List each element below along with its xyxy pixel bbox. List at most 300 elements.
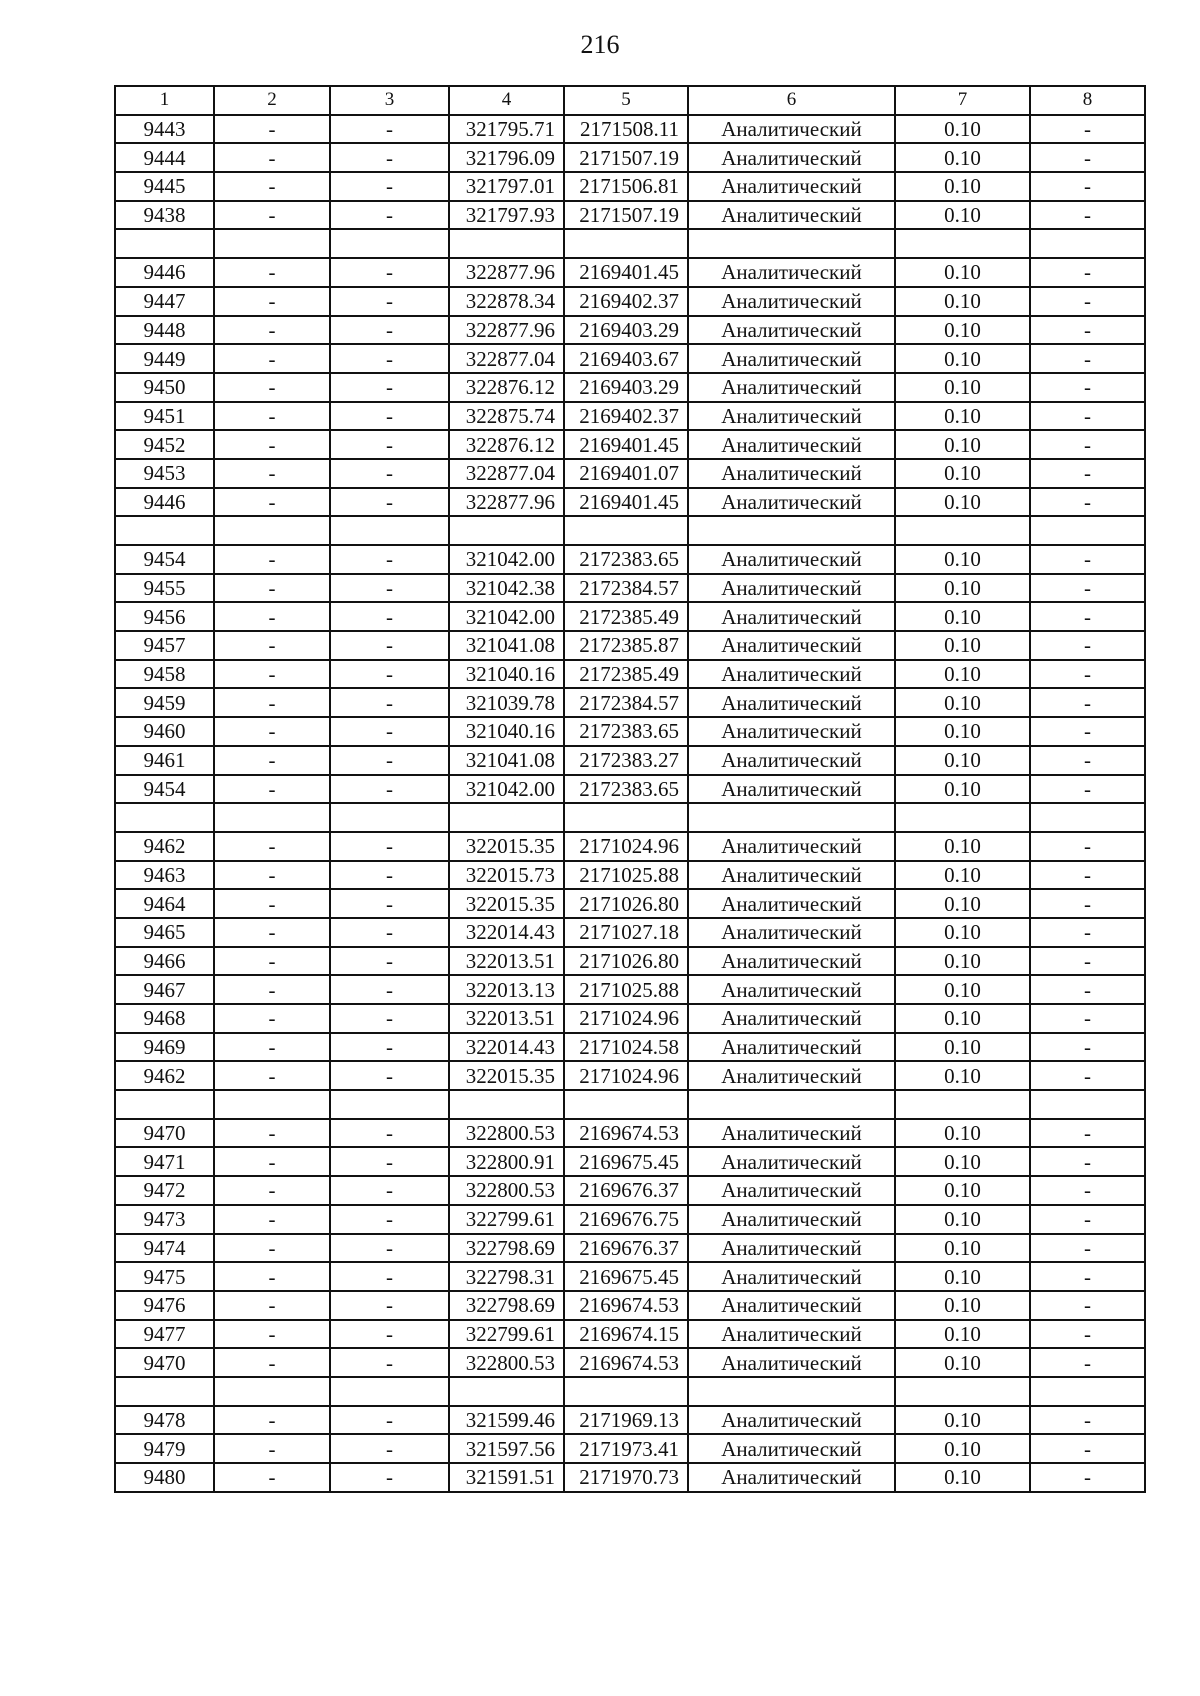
table-row bbox=[115, 975, 1145, 1004]
column-header: 4 bbox=[449, 86, 564, 115]
table-row bbox=[115, 1434, 1145, 1463]
cell-y-coordinate bbox=[564, 229, 688, 258]
cell-x-coordinate: 322877.04 bbox=[449, 459, 564, 488]
cell-col-8 bbox=[1030, 229, 1145, 258]
cell-y-coordinate: 2169674.15 bbox=[564, 1320, 688, 1349]
table-row bbox=[115, 516, 1145, 545]
cell-accuracy: 0.10 bbox=[895, 1434, 1030, 1463]
table-row bbox=[115, 172, 1145, 201]
cell-col-8: - bbox=[1030, 574, 1145, 603]
cell-col-8: - bbox=[1030, 545, 1145, 574]
cell-point-number: 9446 bbox=[115, 258, 214, 287]
cell-col-2: - bbox=[214, 115, 330, 144]
cell-accuracy: 0.10 bbox=[895, 1061, 1030, 1090]
cell-col-3: - bbox=[330, 402, 449, 431]
cell-y-coordinate: 2169403.29 bbox=[564, 316, 688, 345]
cell-col-3: - bbox=[330, 631, 449, 660]
cell-accuracy: 0.10 bbox=[895, 775, 1030, 804]
cell-accuracy: 0.10 bbox=[895, 115, 1030, 144]
cell-method: Аналитический bbox=[688, 717, 895, 746]
cell-accuracy: 0.10 bbox=[895, 373, 1030, 402]
cell-x-coordinate: 322798.31 bbox=[449, 1262, 564, 1291]
cell-col-3: - bbox=[330, 1033, 449, 1062]
cell-col-8: - bbox=[1030, 1234, 1145, 1263]
table-row bbox=[115, 1234, 1145, 1263]
cell-accuracy: 0.10 bbox=[895, 1348, 1030, 1377]
cell-accuracy: 0.10 bbox=[895, 660, 1030, 689]
cell-col-2 bbox=[214, 1377, 330, 1406]
cell-method: Аналитический bbox=[688, 430, 895, 459]
column-header: 3 bbox=[330, 86, 449, 115]
cell-col-2: - bbox=[214, 1147, 330, 1176]
cell-col-2: - bbox=[214, 373, 330, 402]
cell-point-number: 9460 bbox=[115, 717, 214, 746]
table-row bbox=[115, 803, 1145, 832]
cell-x-coordinate: 321797.93 bbox=[449, 201, 564, 230]
cell-y-coordinate: 2169401.45 bbox=[564, 430, 688, 459]
cell-col-2: - bbox=[214, 201, 330, 230]
cell-method: Аналитический bbox=[688, 688, 895, 717]
cell-point-number bbox=[115, 803, 214, 832]
cell-col-3: - bbox=[330, 258, 449, 287]
coordinates-table bbox=[114, 85, 1146, 1493]
cell-col-8: - bbox=[1030, 1262, 1145, 1291]
cell-x-coordinate: 322800.91 bbox=[449, 1147, 564, 1176]
cell-y-coordinate: 2169674.53 bbox=[564, 1291, 688, 1320]
cell-point-number: 9451 bbox=[115, 402, 214, 431]
cell-accuracy: 0.10 bbox=[895, 975, 1030, 1004]
cell-method: Аналитический bbox=[688, 746, 895, 775]
cell-accuracy bbox=[895, 516, 1030, 545]
cell-col-8: - bbox=[1030, 143, 1145, 172]
cell-accuracy: 0.10 bbox=[895, 402, 1030, 431]
cell-x-coordinate: 322014.43 bbox=[449, 1033, 564, 1062]
cell-y-coordinate: 2171508.11 bbox=[564, 115, 688, 144]
cell-x-coordinate: 321040.16 bbox=[449, 717, 564, 746]
table-row bbox=[115, 1463, 1145, 1492]
cell-point-number: 9463 bbox=[115, 861, 214, 890]
cell-accuracy: 0.10 bbox=[895, 172, 1030, 201]
cell-x-coordinate: 322878.34 bbox=[449, 287, 564, 316]
cell-method: Аналитический bbox=[688, 861, 895, 890]
cell-accuracy: 0.10 bbox=[895, 316, 1030, 345]
cell-col-3 bbox=[330, 229, 449, 258]
cell-accuracy: 0.10 bbox=[895, 1291, 1030, 1320]
cell-y-coordinate: 2172384.57 bbox=[564, 688, 688, 717]
cell-col-3 bbox=[330, 1377, 449, 1406]
cell-y-coordinate: 2171024.96 bbox=[564, 832, 688, 861]
cell-col-8: - bbox=[1030, 1004, 1145, 1033]
cell-point-number: 9438 bbox=[115, 201, 214, 230]
table-row bbox=[115, 402, 1145, 431]
cell-x-coordinate: 322015.35 bbox=[449, 889, 564, 918]
cell-point-number: 9450 bbox=[115, 373, 214, 402]
cell-method: Аналитический bbox=[688, 1320, 895, 1349]
cell-accuracy: 0.10 bbox=[895, 488, 1030, 517]
cell-x-coordinate: 321795.71 bbox=[449, 115, 564, 144]
cell-point-number: 9453 bbox=[115, 459, 214, 488]
cell-accuracy: 0.10 bbox=[895, 459, 1030, 488]
cell-method: Аналитический bbox=[688, 459, 895, 488]
table-row bbox=[115, 229, 1145, 258]
cell-point-number: 9454 bbox=[115, 545, 214, 574]
cell-col-8: - bbox=[1030, 373, 1145, 402]
cell-x-coordinate: 322013.51 bbox=[449, 947, 564, 976]
cell-x-coordinate: 322015.35 bbox=[449, 1061, 564, 1090]
cell-y-coordinate: 2169403.67 bbox=[564, 344, 688, 373]
cell-method: Аналитический bbox=[688, 402, 895, 431]
cell-x-coordinate: 322877.96 bbox=[449, 316, 564, 345]
table-row bbox=[115, 918, 1145, 947]
cell-x-coordinate: 321039.78 bbox=[449, 688, 564, 717]
cell-method bbox=[688, 1377, 895, 1406]
cell-col-3: - bbox=[330, 688, 449, 717]
cell-col-3: - bbox=[330, 172, 449, 201]
cell-method: Аналитический bbox=[688, 1176, 895, 1205]
cell-method: Аналитический bbox=[688, 1147, 895, 1176]
cell-col-8: - bbox=[1030, 1061, 1145, 1090]
cell-col-8: - bbox=[1030, 1205, 1145, 1234]
table-row bbox=[115, 1004, 1145, 1033]
cell-col-8 bbox=[1030, 1090, 1145, 1119]
cell-y-coordinate: 2172383.65 bbox=[564, 545, 688, 574]
cell-accuracy: 0.10 bbox=[895, 344, 1030, 373]
cell-point-number: 9473 bbox=[115, 1205, 214, 1234]
cell-y-coordinate: 2172383.65 bbox=[564, 717, 688, 746]
cell-y-coordinate: 2169401.07 bbox=[564, 459, 688, 488]
cell-point-number: 9447 bbox=[115, 287, 214, 316]
cell-col-2: - bbox=[214, 947, 330, 976]
cell-y-coordinate: 2172385.49 bbox=[564, 660, 688, 689]
cell-col-2 bbox=[214, 516, 330, 545]
cell-x-coordinate: 322876.12 bbox=[449, 373, 564, 402]
column-header: 1 bbox=[115, 86, 214, 115]
cell-col-8: - bbox=[1030, 832, 1145, 861]
cell-col-3: - bbox=[330, 1406, 449, 1435]
cell-method: Аналитический bbox=[688, 1291, 895, 1320]
cell-col-8: - bbox=[1030, 488, 1145, 517]
table-row bbox=[115, 143, 1145, 172]
cell-y-coordinate: 2171973.41 bbox=[564, 1434, 688, 1463]
cell-point-number: 9454 bbox=[115, 775, 214, 804]
cell-point-number: 9456 bbox=[115, 602, 214, 631]
cell-accuracy: 0.10 bbox=[895, 430, 1030, 459]
cell-col-8: - bbox=[1030, 287, 1145, 316]
cell-accuracy: 0.10 bbox=[895, 1406, 1030, 1435]
cell-col-3: - bbox=[330, 775, 449, 804]
cell-y-coordinate: 2169401.45 bbox=[564, 258, 688, 287]
cell-col-8 bbox=[1030, 803, 1145, 832]
cell-point-number: 9468 bbox=[115, 1004, 214, 1033]
table-row bbox=[115, 115, 1145, 144]
cell-point-number bbox=[115, 229, 214, 258]
cell-col-3: - bbox=[330, 947, 449, 976]
cell-col-3: - bbox=[330, 1061, 449, 1090]
cell-accuracy: 0.10 bbox=[895, 1033, 1030, 1062]
cell-accuracy: 0.10 bbox=[895, 1205, 1030, 1234]
cell-col-3: - bbox=[330, 287, 449, 316]
cell-col-2: - bbox=[214, 344, 330, 373]
cell-col-8: - bbox=[1030, 1320, 1145, 1349]
table-row bbox=[115, 889, 1145, 918]
cell-y-coordinate: 2171507.19 bbox=[564, 201, 688, 230]
cell-col-2: - bbox=[214, 832, 330, 861]
cell-col-2: - bbox=[214, 1205, 330, 1234]
cell-accuracy: 0.10 bbox=[895, 889, 1030, 918]
cell-y-coordinate: 2171027.18 bbox=[564, 918, 688, 947]
cell-col-3: - bbox=[330, 1119, 449, 1148]
cell-x-coordinate: 322876.12 bbox=[449, 430, 564, 459]
cell-y-coordinate: 2169402.37 bbox=[564, 287, 688, 316]
cell-col-2: - bbox=[214, 660, 330, 689]
column-header: 6 bbox=[688, 86, 895, 115]
cell-method: Аналитический bbox=[688, 631, 895, 660]
cell-x-coordinate: 321597.56 bbox=[449, 1434, 564, 1463]
cell-col-8: - bbox=[1030, 660, 1145, 689]
cell-x-coordinate: 322014.43 bbox=[449, 918, 564, 947]
cell-accuracy: 0.10 bbox=[895, 1234, 1030, 1263]
cell-y-coordinate bbox=[564, 803, 688, 832]
cell-accuracy: 0.10 bbox=[895, 1320, 1030, 1349]
table-row bbox=[115, 717, 1145, 746]
cell-accuracy: 0.10 bbox=[895, 947, 1030, 976]
cell-col-3: - bbox=[330, 1262, 449, 1291]
cell-col-3: - bbox=[330, 115, 449, 144]
cell-col-8: - bbox=[1030, 1119, 1145, 1148]
cell-col-3: - bbox=[330, 861, 449, 890]
table-row bbox=[115, 459, 1145, 488]
cell-x-coordinate: 322013.51 bbox=[449, 1004, 564, 1033]
cell-accuracy: 0.10 bbox=[895, 1262, 1030, 1291]
cell-method: Аналитический bbox=[688, 660, 895, 689]
cell-point-number: 9479 bbox=[115, 1434, 214, 1463]
cell-col-2: - bbox=[214, 889, 330, 918]
cell-col-2: - bbox=[214, 1234, 330, 1263]
cell-col-8: - bbox=[1030, 1434, 1145, 1463]
cell-y-coordinate: 2171507.19 bbox=[564, 143, 688, 172]
cell-x-coordinate: 322799.61 bbox=[449, 1205, 564, 1234]
cell-col-3: - bbox=[330, 889, 449, 918]
cell-method: Аналитический bbox=[688, 1061, 895, 1090]
cell-y-coordinate: 2171025.88 bbox=[564, 861, 688, 890]
cell-point-number: 9461 bbox=[115, 746, 214, 775]
cell-col-8: - bbox=[1030, 975, 1145, 1004]
cell-col-2: - bbox=[214, 1262, 330, 1291]
cell-x-coordinate: 321040.16 bbox=[449, 660, 564, 689]
cell-col-3: - bbox=[330, 717, 449, 746]
cell-method: Аналитический bbox=[688, 1004, 895, 1033]
cell-x-coordinate: 322800.53 bbox=[449, 1348, 564, 1377]
cell-col-8: - bbox=[1030, 947, 1145, 976]
table-body bbox=[115, 115, 1145, 1492]
cell-col-2: - bbox=[214, 258, 330, 287]
cell-col-2: - bbox=[214, 459, 330, 488]
cell-method: Аналитический bbox=[688, 344, 895, 373]
table-row bbox=[115, 488, 1145, 517]
cell-x-coordinate: 321042.38 bbox=[449, 574, 564, 603]
cell-col-2: - bbox=[214, 574, 330, 603]
cell-accuracy: 0.10 bbox=[895, 143, 1030, 172]
cell-method: Аналитический bbox=[688, 1348, 895, 1377]
cell-x-coordinate: 322800.53 bbox=[449, 1119, 564, 1148]
cell-method: Аналитический bbox=[688, 832, 895, 861]
table-row bbox=[115, 660, 1145, 689]
column-header: 2 bbox=[214, 86, 330, 115]
table-row bbox=[115, 287, 1145, 316]
table-row bbox=[115, 1262, 1145, 1291]
table-row bbox=[115, 201, 1145, 230]
cell-y-coordinate: 2171969.13 bbox=[564, 1406, 688, 1435]
cell-col-3: - bbox=[330, 430, 449, 459]
cell-col-3: - bbox=[330, 1463, 449, 1492]
cell-col-8 bbox=[1030, 516, 1145, 545]
cell-method: Аналитический bbox=[688, 1434, 895, 1463]
cell-col-8: - bbox=[1030, 1033, 1145, 1062]
cell-method: Аналитический bbox=[688, 775, 895, 804]
table-row bbox=[115, 1147, 1145, 1176]
cell-y-coordinate: 2171506.81 bbox=[564, 172, 688, 201]
cell-col-3 bbox=[330, 516, 449, 545]
cell-point-number: 9445 bbox=[115, 172, 214, 201]
cell-point-number: 9470 bbox=[115, 1119, 214, 1148]
cell-accuracy: 0.10 bbox=[895, 1176, 1030, 1205]
table-row bbox=[115, 574, 1145, 603]
cell-y-coordinate: 2171024.96 bbox=[564, 1061, 688, 1090]
cell-point-number: 9464 bbox=[115, 889, 214, 918]
table-row bbox=[115, 1406, 1145, 1435]
cell-method: Аналитический bbox=[688, 947, 895, 976]
cell-method: Аналитический bbox=[688, 488, 895, 517]
cell-col-2: - bbox=[214, 861, 330, 890]
cell-col-8: - bbox=[1030, 1176, 1145, 1205]
cell-col-2: - bbox=[214, 631, 330, 660]
cell-col-8: - bbox=[1030, 746, 1145, 775]
cell-y-coordinate: 2171026.80 bbox=[564, 889, 688, 918]
cell-col-8: - bbox=[1030, 316, 1145, 345]
cell-col-3: - bbox=[330, 1205, 449, 1234]
table-row bbox=[115, 258, 1145, 287]
cell-y-coordinate: 2169674.53 bbox=[564, 1119, 688, 1148]
cell-col-3: - bbox=[330, 602, 449, 631]
cell-col-2: - bbox=[214, 688, 330, 717]
cell-y-coordinate: 2169403.29 bbox=[564, 373, 688, 402]
cell-method: Аналитический bbox=[688, 918, 895, 947]
table-row bbox=[115, 1176, 1145, 1205]
cell-y-coordinate: 2171026.80 bbox=[564, 947, 688, 976]
table-row bbox=[115, 861, 1145, 890]
cell-col-3: - bbox=[330, 746, 449, 775]
cell-x-coordinate: 321041.08 bbox=[449, 631, 564, 660]
cell-accuracy: 0.10 bbox=[895, 688, 1030, 717]
cell-x-coordinate bbox=[449, 803, 564, 832]
cell-col-2: - bbox=[214, 1406, 330, 1435]
cell-x-coordinate: 321797.01 bbox=[449, 172, 564, 201]
cell-x-coordinate: 322015.35 bbox=[449, 832, 564, 861]
cell-y-coordinate: 2169676.75 bbox=[564, 1205, 688, 1234]
table-row bbox=[115, 344, 1145, 373]
cell-accuracy bbox=[895, 803, 1030, 832]
cell-point-number bbox=[115, 516, 214, 545]
cell-accuracy bbox=[895, 1377, 1030, 1406]
cell-col-8: - bbox=[1030, 1348, 1145, 1377]
cell-y-coordinate: 2169676.37 bbox=[564, 1176, 688, 1205]
cell-col-2 bbox=[214, 803, 330, 832]
cell-x-coordinate: 322015.73 bbox=[449, 861, 564, 890]
cell-point-number: 9467 bbox=[115, 975, 214, 1004]
table-row bbox=[115, 373, 1145, 402]
cell-col-8: - bbox=[1030, 115, 1145, 144]
cell-accuracy: 0.10 bbox=[895, 201, 1030, 230]
cell-col-3: - bbox=[330, 1348, 449, 1377]
cell-accuracy: 0.10 bbox=[895, 574, 1030, 603]
cell-col-2: - bbox=[214, 918, 330, 947]
cell-accuracy: 0.10 bbox=[895, 717, 1030, 746]
cell-y-coordinate: 2169675.45 bbox=[564, 1262, 688, 1291]
cell-y-coordinate: 2172383.27 bbox=[564, 746, 688, 775]
cell-y-coordinate bbox=[564, 1377, 688, 1406]
cell-point-number: 9449 bbox=[115, 344, 214, 373]
column-header: 8 bbox=[1030, 86, 1145, 115]
cell-col-8: - bbox=[1030, 402, 1145, 431]
cell-col-8: - bbox=[1030, 1406, 1145, 1435]
cell-point-number: 9444 bbox=[115, 143, 214, 172]
cell-x-coordinate: 321042.00 bbox=[449, 775, 564, 804]
cell-col-3: - bbox=[330, 1004, 449, 1033]
cell-accuracy: 0.10 bbox=[895, 258, 1030, 287]
cell-col-8: - bbox=[1030, 688, 1145, 717]
cell-col-2: - bbox=[214, 746, 330, 775]
table-row bbox=[115, 430, 1145, 459]
cell-accuracy: 0.10 bbox=[895, 832, 1030, 861]
cell-x-coordinate bbox=[449, 229, 564, 258]
cell-col-3: - bbox=[330, 459, 449, 488]
cell-col-8: - bbox=[1030, 889, 1145, 918]
cell-col-8: - bbox=[1030, 918, 1145, 947]
cell-x-coordinate: 322798.69 bbox=[449, 1234, 564, 1263]
cell-method: Аналитический bbox=[688, 889, 895, 918]
cell-col-3: - bbox=[330, 832, 449, 861]
cell-col-2: - bbox=[214, 1291, 330, 1320]
table-row bbox=[115, 316, 1145, 345]
table-row bbox=[115, 1033, 1145, 1062]
cell-method: Аналитический bbox=[688, 1205, 895, 1234]
cell-point-number: 9478 bbox=[115, 1406, 214, 1435]
cell-col-2 bbox=[214, 229, 330, 258]
cell-x-coordinate: 322799.61 bbox=[449, 1320, 564, 1349]
table-row bbox=[115, 545, 1145, 574]
table-row bbox=[115, 746, 1145, 775]
cell-point-number: 9466 bbox=[115, 947, 214, 976]
cell-col-3: - bbox=[330, 143, 449, 172]
cell-method: Аналитический bbox=[688, 602, 895, 631]
cell-col-3 bbox=[330, 1090, 449, 1119]
cell-col-2: - bbox=[214, 143, 330, 172]
cell-col-8: - bbox=[1030, 258, 1145, 287]
cell-method bbox=[688, 803, 895, 832]
cell-col-2: - bbox=[214, 602, 330, 631]
cell-col-3: - bbox=[330, 1147, 449, 1176]
cell-col-2: - bbox=[214, 1061, 330, 1090]
cell-method: Аналитический bbox=[688, 201, 895, 230]
cell-col-3: - bbox=[330, 660, 449, 689]
cell-col-3: - bbox=[330, 975, 449, 1004]
cell-accuracy bbox=[895, 1090, 1030, 1119]
cell-point-number: 9465 bbox=[115, 918, 214, 947]
cell-accuracy: 0.10 bbox=[895, 1463, 1030, 1492]
cell-col-8: - bbox=[1030, 201, 1145, 230]
cell-accuracy: 0.10 bbox=[895, 602, 1030, 631]
cell-x-coordinate: 321042.00 bbox=[449, 545, 564, 574]
